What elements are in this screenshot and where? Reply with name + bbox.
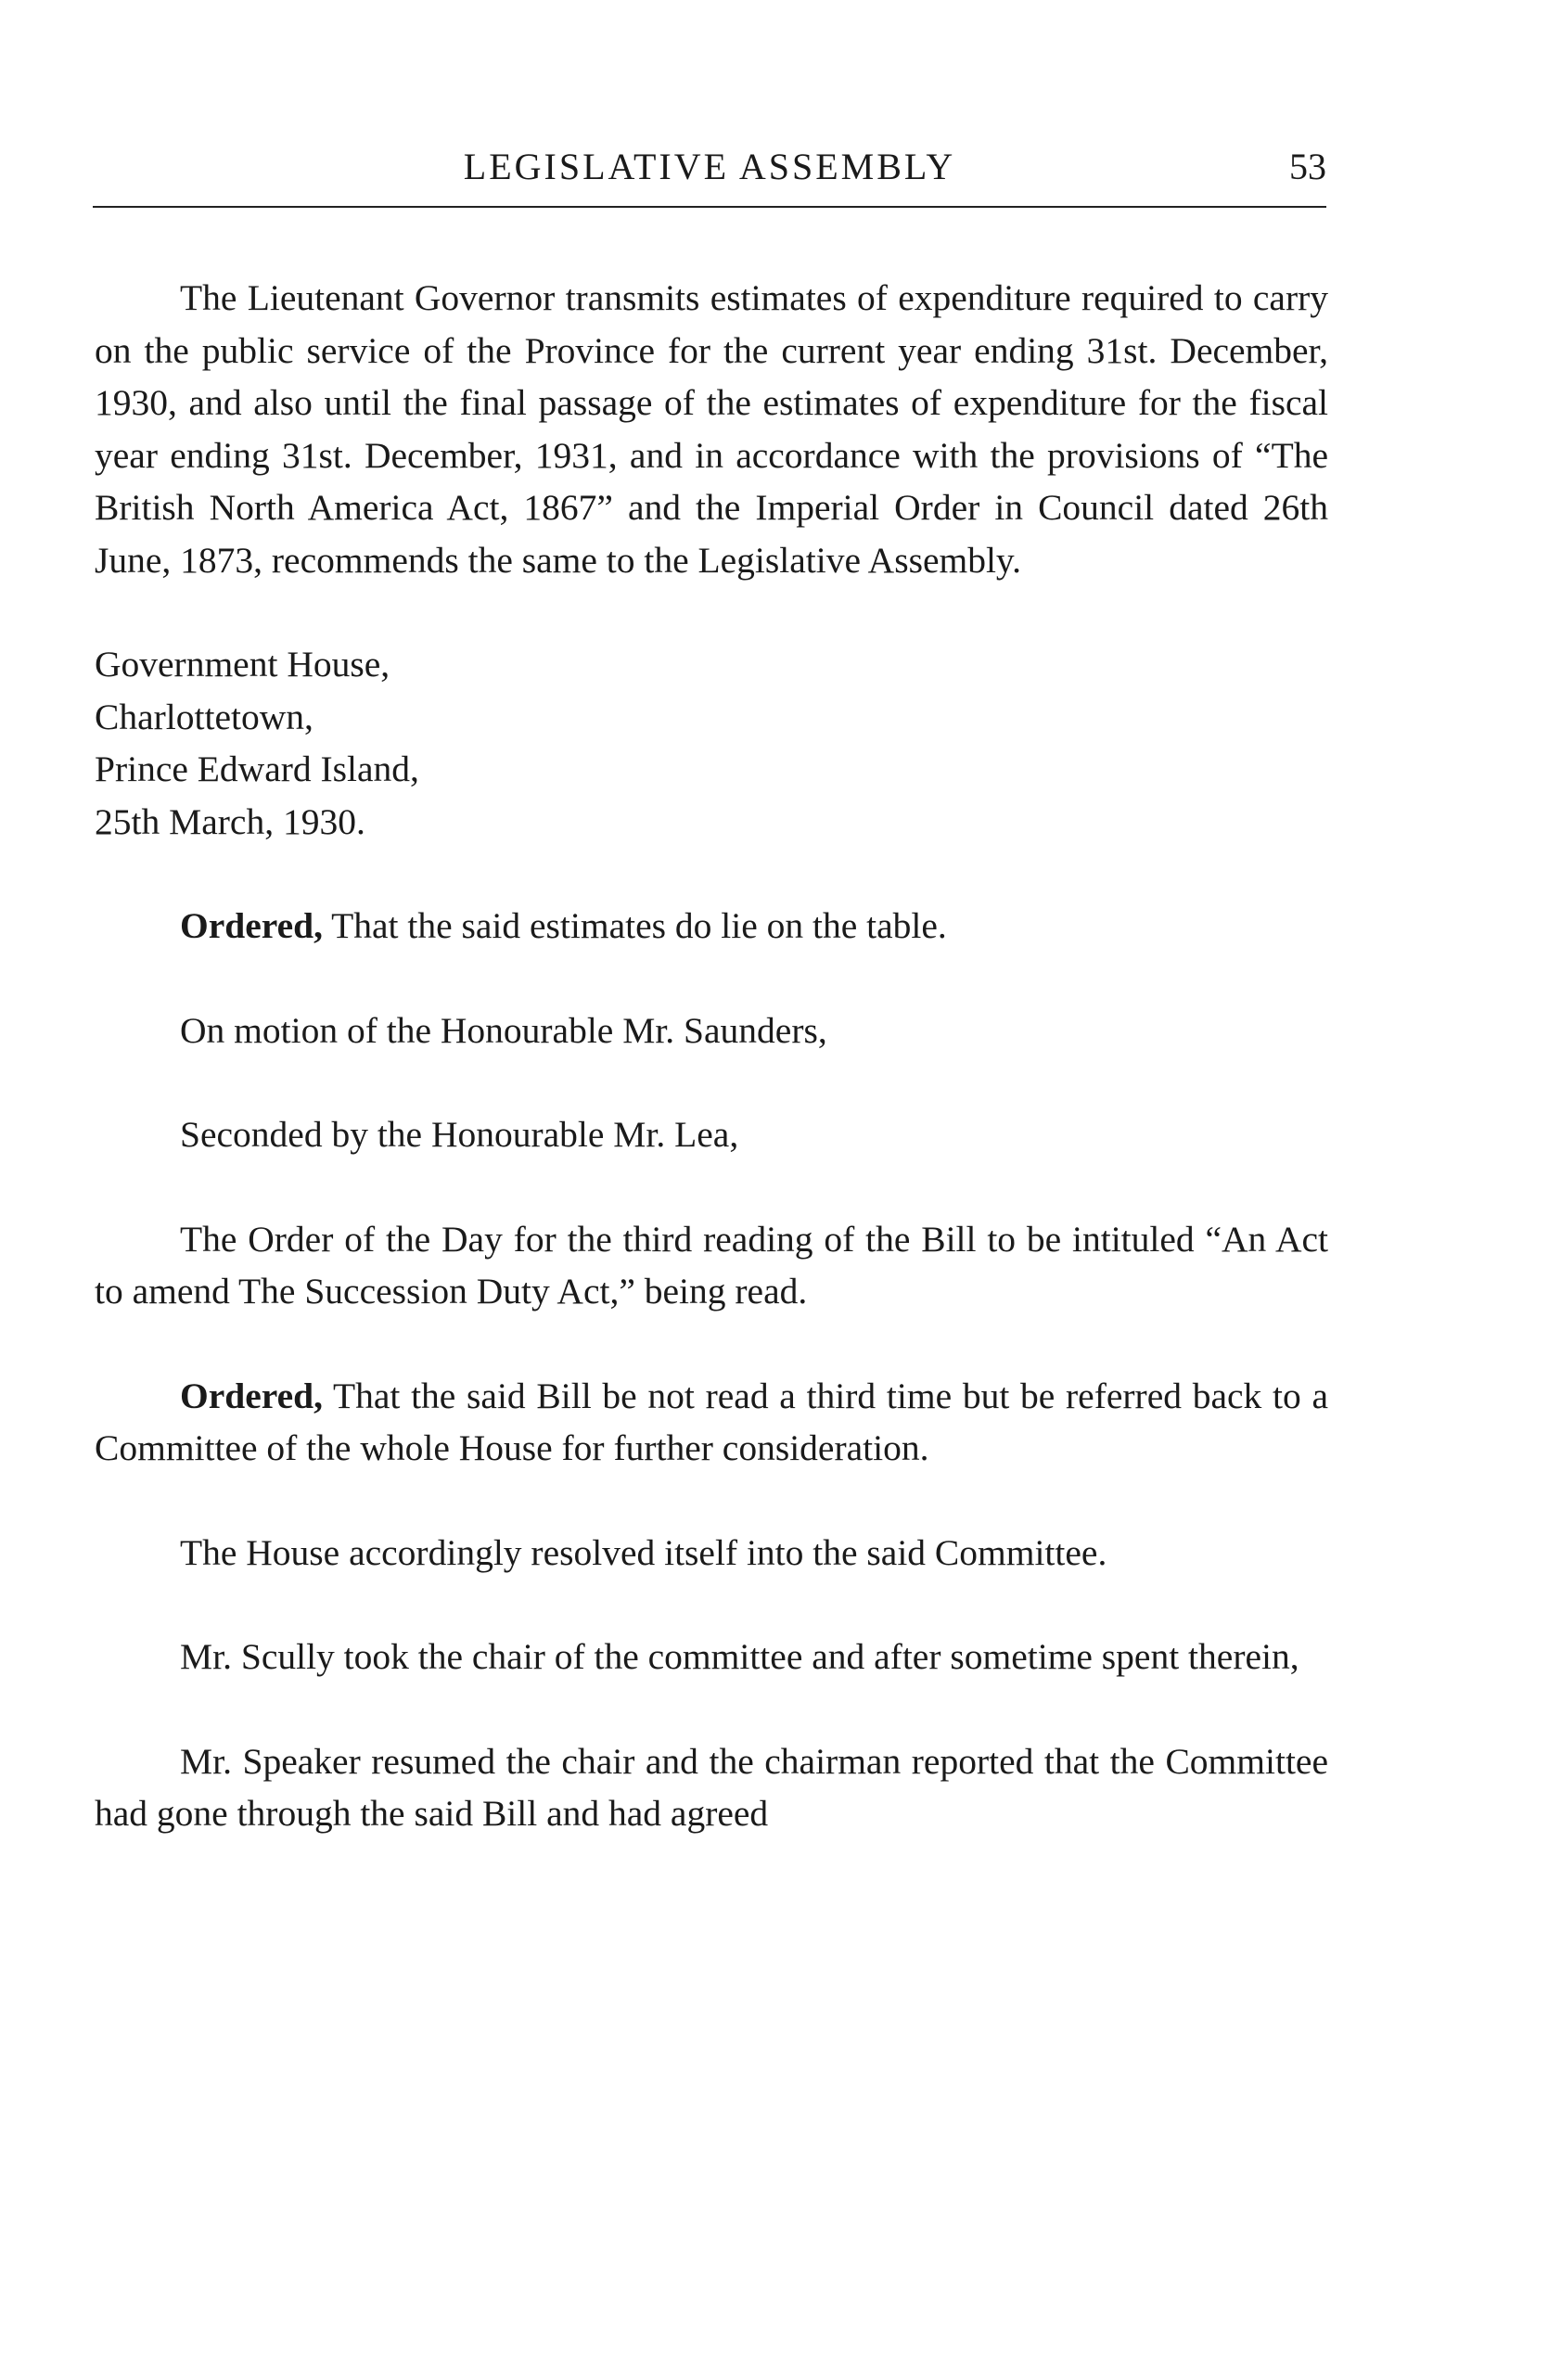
ordered-lead: Ordered, — [180, 905, 323, 946]
running-head: LEGISLATIVE ASSEMBLY — [463, 146, 956, 187]
paragraph-committee-resolved: The House accordingly resolved itself into the said Committee. — [180, 1531, 1107, 1573]
paragraph-ordered-bill — [95, 1370, 1328, 1475]
paragraph-speaker-resumed: Mr. Speaker resumed the chair and the chairman reported that the Committee had gone through the said Bill and had agreed — [95, 1740, 1328, 1834]
address-line-3: Prince Edward Island, — [95, 749, 419, 789]
paragraph-chair: Mr. Scully took the chair of the committee and after sometime spent therein, — [180, 1636, 1299, 1677]
address-line-4: 25th March, 1930. — [95, 800, 365, 842]
header-rule — [93, 206, 1326, 208]
address-line-1: Government House, — [95, 644, 390, 685]
ordered-lead: Ordered, — [180, 1375, 323, 1416]
ordered-text: That the said Bill be not read a third time but be referred back to a Committee of the whole House for further consideration. — [95, 1375, 1328, 1468]
ordered-text: That the said estimates do lie on the table. — [322, 905, 947, 946]
address-line-2: Charlottetown, — [95, 696, 313, 737]
page-body — [95, 272, 1328, 1840]
page-number: 53 — [1289, 146, 1326, 187]
paragraph-seconded: Seconded by the Honourable Mr. Lea, — [180, 1114, 739, 1155]
paragraph-lieutenant-governor-message: The Lieutenant Governor transmits estimates of expenditure required to carry on the public service of the Province for the current year ending 31st. December, 1930, and also until the final passage of the estimates of expenditure for the fiscal year ending 31st. December, 1931, and in accordance with the provisions of “The British North America Act, 1867” and the Imperial Order in Council dated 26th June, 1873, recommends the same to the Legislative Assembly. — [95, 277, 1328, 581]
paragraph-order-of-day: The Order of the Day for the third reading of the Bill to be intituled “An Act to amend The Succession Duty Act,” being read. — [95, 1218, 1328, 1312]
page-header — [93, 141, 1326, 197]
paragraph-motion: On motion of the Honourable Mr. Saunders, — [180, 1009, 827, 1051]
paragraph-ordered-estimates — [95, 900, 1328, 953]
address-block — [95, 638, 1328, 848]
